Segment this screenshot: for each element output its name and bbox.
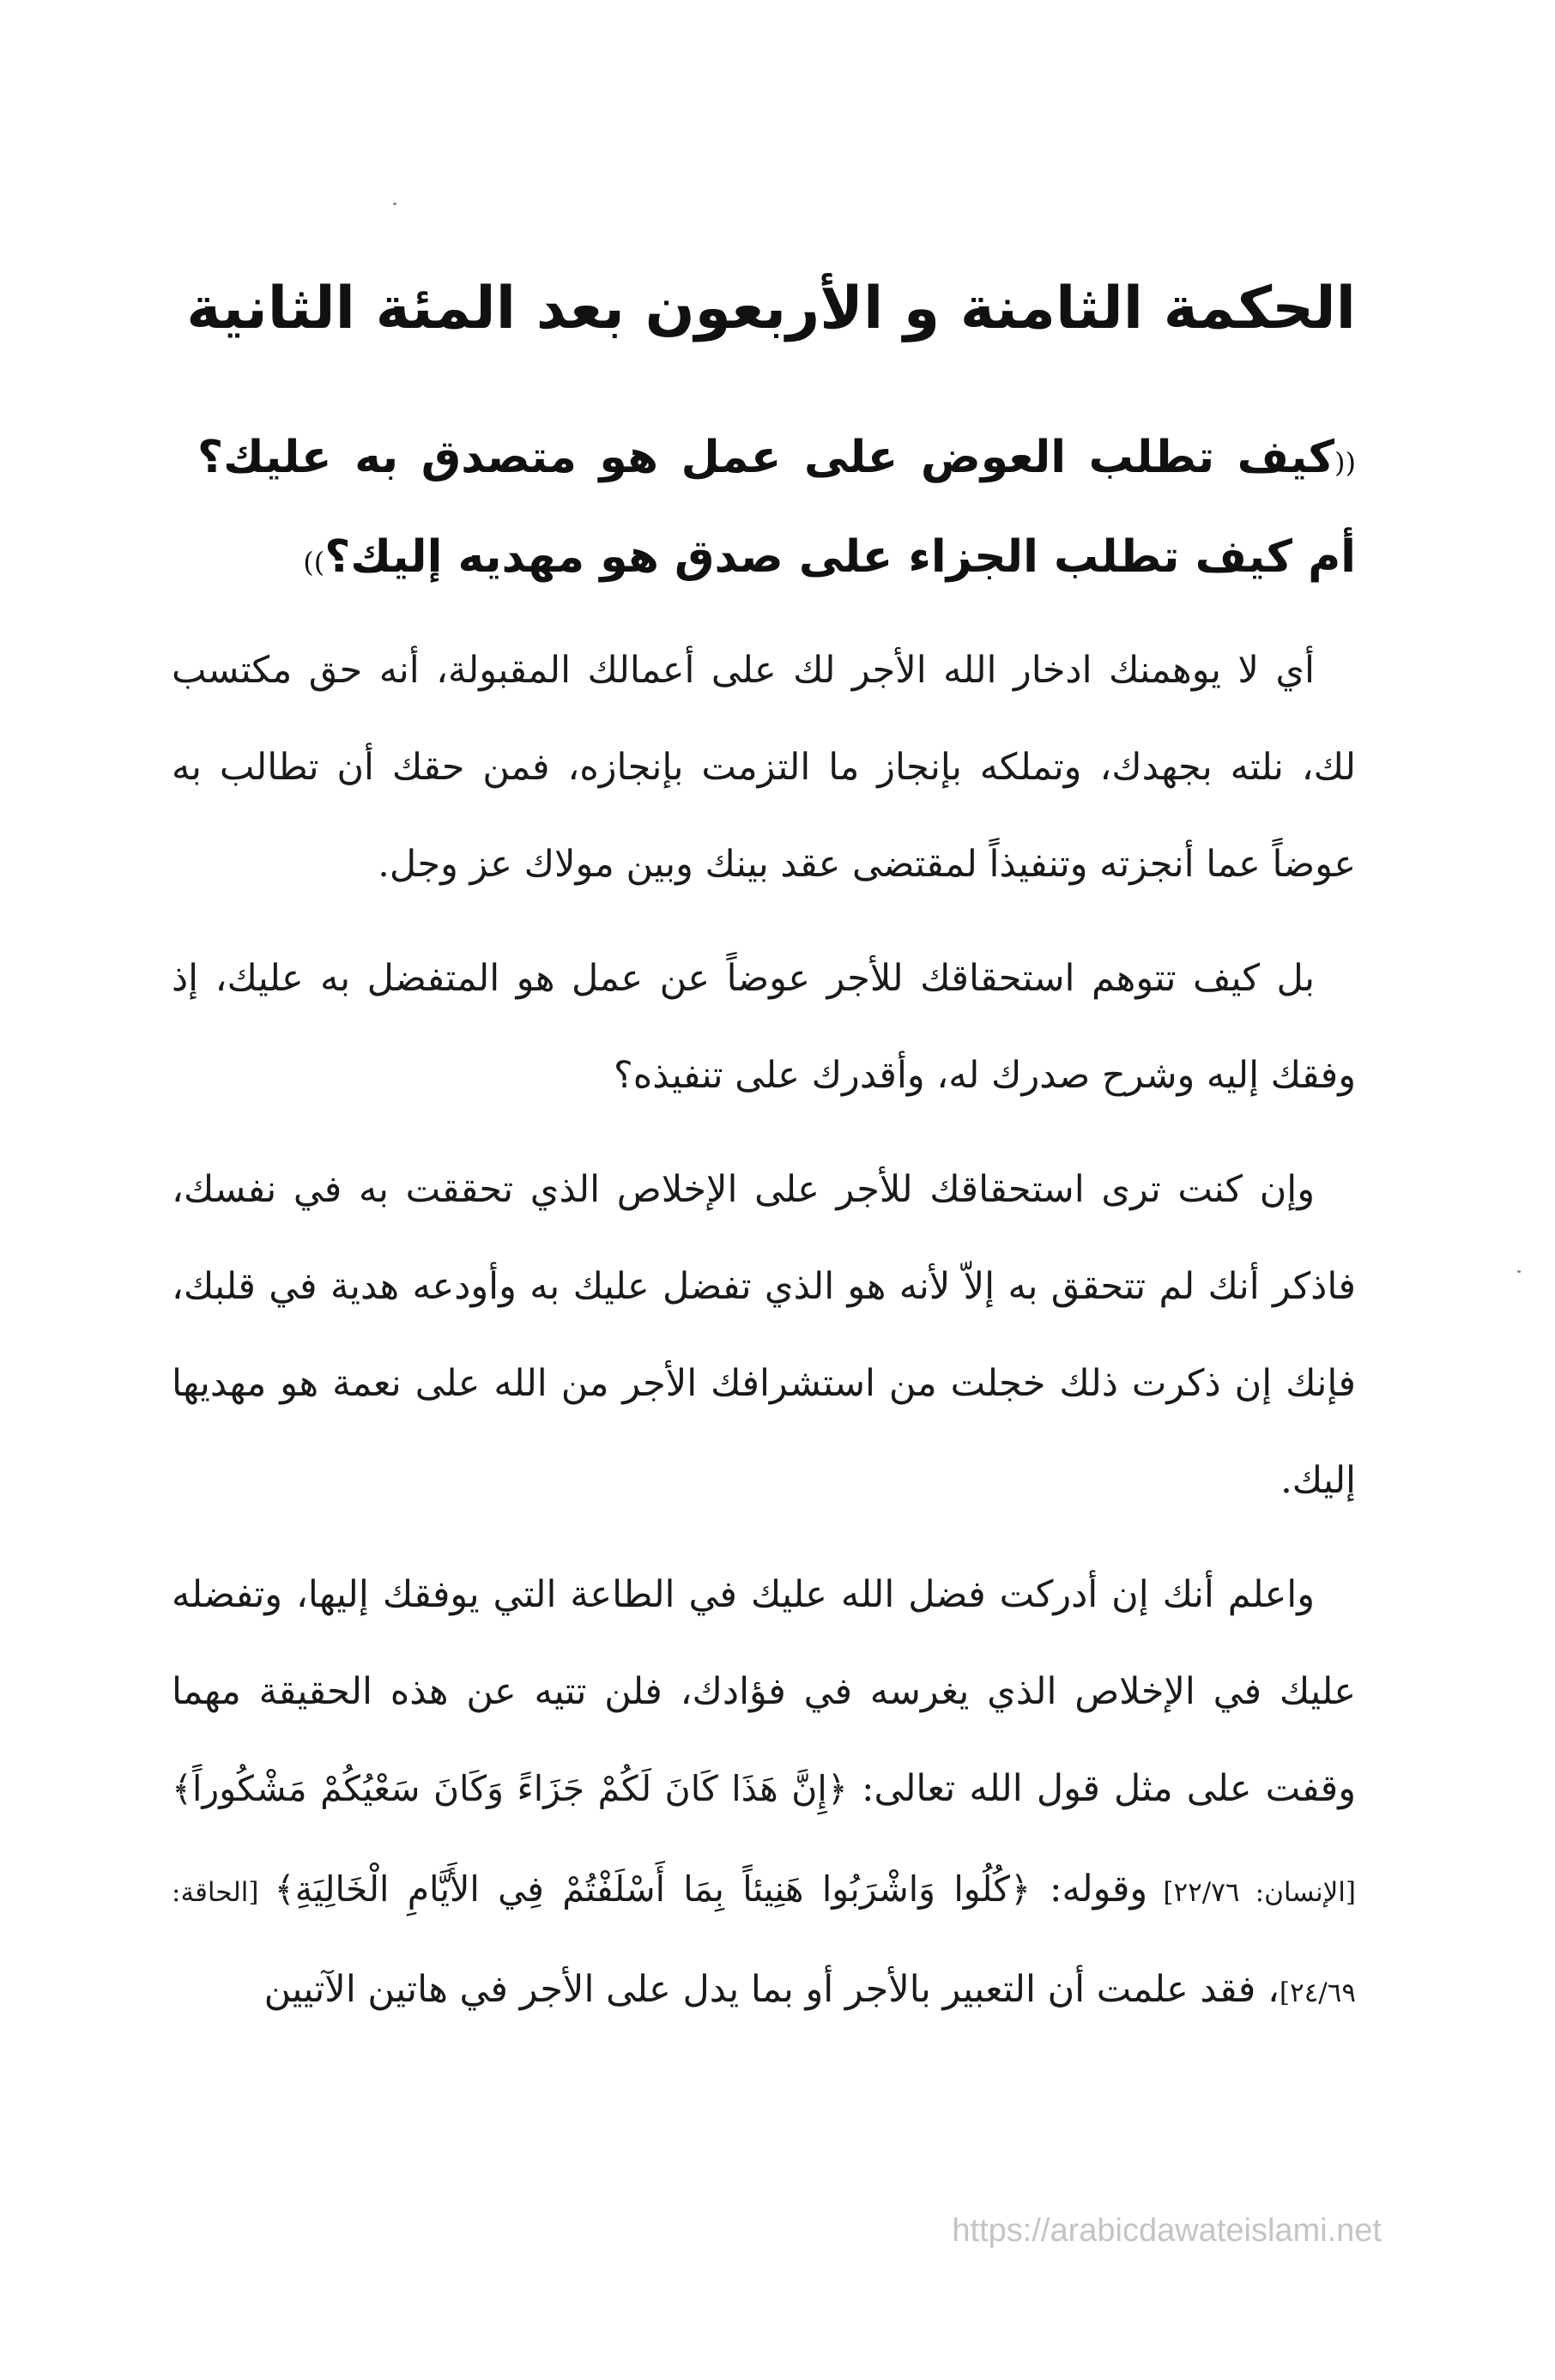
commentary-body: [172, 622, 1356, 2059]
quote-open-mark: ((: [1334, 446, 1356, 479]
quran-verse-1: ﴿إِنَّ هَذَا كَانَ لَكُمْ جَزَاءً وَكَانَ سَعْيُكُمْ مَشْكُوراً﴾: [172, 1768, 848, 1809]
paragraph-4: [172, 1547, 1356, 2042]
paragraph-4-text: وقوله:: [1031, 1868, 1148, 1911]
paragraph-4-text: ، فقد علمت أن التعبير بالأجر أو بما يدل على الأجر في هاتين الآتيين: [263, 1968, 1280, 2011]
watermark-url: https://arabicdawateislami.net: [952, 2213, 1382, 2249]
hikma-text: كيف تطلب العوض على عمل هو متصدق به عليك؟ أم كيف تطلب الجزاء على صدق هو مهديه إليك؟: [197, 432, 1356, 583]
paragraph-4-text: واعلم أنك إن أدركت فضل الله عليك في الطاعة التي يوفقك إليها، وتفضله عليك في الإخلاص الذي يغرسه في فؤادك، فلن تتيه عن هذه الحقيقة مهما وقفت على مثل قول الله تعالى:: [172, 1573, 1356, 1810]
hikma-quote: [197, 410, 1356, 609]
quote-close-mark: )): [303, 546, 325, 578]
paragraph-1: أي لا يوهمنك ادخار الله الأجر لك على أعمالك المقبولة، أنه حق مكتسب لك، نلته بجهدك، وتملكه بإنجاز ما التزمت بإنجازه، فمن حقك أن تطالب به عوضاً عما أنجزته وتنفيذاً لمقتضى عقد بينك وبين مولاك عز وجل.: [172, 649, 1356, 886]
quran-verse-2: ﴿كُلُوا وَاشْرَبُوا هَنِيئاً بِمَا أَسْلَفْتُمْ فِي الأَيَّامِ الْخَالِيَةِ﴾: [274, 1868, 1032, 1910]
paragraph-2: بل كيف تتوهم استحقاقك للأجر عوضاً عن عمل هو المتفضل به عليك، إذ وفقك إليه وشرح صدرك له، وأقدرك على تنفيذه؟: [172, 957, 1356, 1097]
scan-speck: [1517, 1270, 1521, 1273]
scan-speck: [393, 203, 396, 205]
paragraph-3: وإن كنت ترى استحقاقك للأجر على الإخلاص الذي تحققت به في نفسك، فاذكر أنك لم تتحقق به إلاّ لأنه هو الذي تفضل عليك به وأودعه هدية في قلبك، فإنك إن ذكرت ذلك خجلت من استشرافك الأجر من الله على نعمة هو مهديها إليك.: [172, 1168, 1356, 1502]
verse-reference-2: [الحاقة: ٢٤/٦٩]: [172, 1877, 1356, 2008]
verse-reference-1: [الإنسان: ٢٢/٧٦]: [1147, 1877, 1356, 1908]
page-title: الحكمة الثامنة و الأربعون بعد المئة الثانية: [186, 275, 1356, 342]
